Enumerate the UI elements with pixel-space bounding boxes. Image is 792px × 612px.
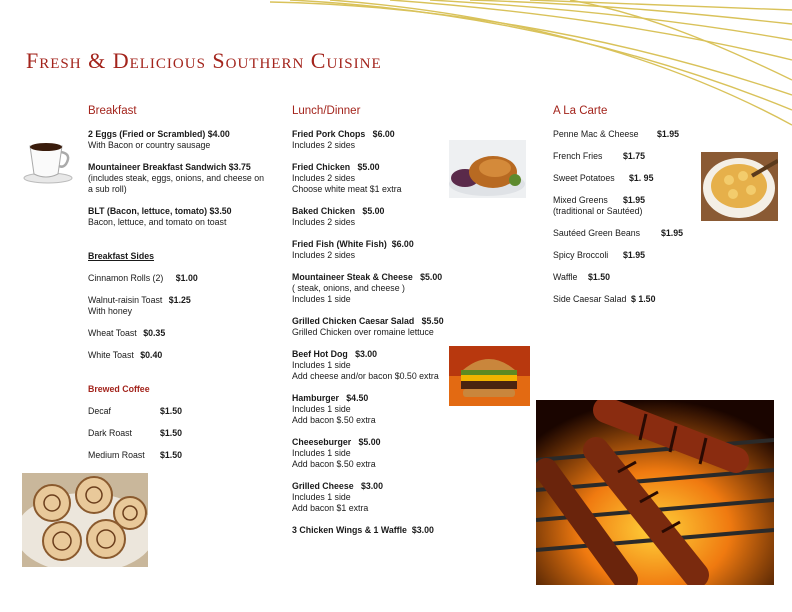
item-name: White Toast	[88, 350, 134, 360]
coffee-cup-icon	[22, 138, 74, 184]
item-name: Sweet Potatoes	[553, 173, 615, 183]
item-desc: Bacon, lettuce, and tomato on toast	[88, 217, 227, 227]
item-price: $1.95	[623, 250, 646, 260]
item-price: $1.95	[661, 228, 684, 238]
item-desc: Includes 1 side	[292, 404, 351, 414]
menu-item	[292, 393, 452, 426]
menu-item	[292, 349, 452, 382]
item-price: $5.00	[358, 437, 381, 447]
item-name: Cinnamon Rolls (2)	[88, 273, 164, 283]
breakfast-column	[88, 106, 274, 472]
item-desc: Includes 2 sides	[292, 250, 356, 260]
menu-item	[88, 162, 274, 195]
menu-item	[553, 272, 703, 283]
item-desc: Includes 1 side	[292, 448, 351, 458]
item-name: Side Caesar Salad	[553, 294, 627, 304]
breakfast-heading: Breakfast	[88, 105, 137, 117]
item-name: Medium Roast	[88, 450, 145, 460]
item-price: $3.00	[355, 349, 378, 359]
item-price: $1.00	[175, 273, 198, 283]
item-price: $5.50	[421, 316, 444, 326]
item-desc: Includes 1 side	[292, 360, 351, 370]
menu-item	[292, 525, 452, 536]
item-name: Spicy Broccoli	[553, 250, 609, 260]
menu-item	[292, 316, 452, 338]
item-desc: (includes steak, eggs, onions, and cheese on	[88, 173, 265, 183]
item-name: Baked Chicken	[292, 206, 356, 216]
menu-item	[88, 273, 274, 284]
item-name: Mountaineer Steak & Cheese	[292, 272, 413, 282]
menu-item	[88, 328, 274, 339]
item-desc: Grilled Chicken over romaine lettuce	[292, 327, 434, 337]
menu-item	[292, 162, 452, 195]
item-name: Waffle	[553, 272, 578, 282]
item-desc: Add bacon $.50 extra	[292, 415, 376, 425]
alacarte-column	[553, 106, 703, 316]
item-price: $1.25	[168, 295, 191, 305]
item-name: Grilled Chicken Caesar Salad	[292, 316, 415, 326]
item-price: $6.00	[372, 129, 395, 139]
lunch-heading: Lunch/Dinner	[292, 105, 361, 117]
item-price: $1.50	[588, 272, 611, 282]
item-name: 3 Chicken Wings & 1 Waffle	[292, 525, 407, 535]
menu-item	[88, 450, 274, 461]
lunch-column	[292, 106, 452, 547]
menu-item	[88, 406, 274, 417]
item-name: French Fries	[553, 151, 603, 161]
menu-item	[553, 250, 703, 261]
item-name: Fried Fish (White Fish)	[292, 239, 387, 249]
item-desc: With Bacon or country sausage	[88, 140, 211, 150]
item-name: Grilled Cheese	[292, 481, 354, 491]
page-title: Fresh & Delicious Southern Cuisine	[26, 48, 382, 73]
menu-item	[292, 206, 452, 228]
item-desc: Includes 1 side	[292, 294, 351, 304]
item-name: Dark Roast	[88, 428, 132, 438]
menu-item	[88, 350, 274, 361]
item-desc: Includes 2 sides	[292, 217, 356, 227]
item-name: Walnut-raisin Toast	[88, 295, 163, 305]
menu-item	[292, 272, 452, 305]
menu-item	[292, 481, 452, 514]
item-price: $3.00	[411, 525, 434, 535]
menu-item	[553, 173, 703, 184]
item-name: Mountaineer Breakfast Sandwich $3.75	[88, 162, 251, 172]
item-name: Decaf	[88, 406, 111, 416]
item-name: Beef Hot Dog	[292, 349, 348, 359]
item-price: $ 1.50	[631, 294, 656, 304]
item-name: Wheat Toast	[88, 328, 137, 338]
item-desc: Includes 2 sides	[292, 140, 356, 150]
alacarte-heading: A La Carte	[553, 105, 608, 117]
item-name: 2 Eggs (Fried or Scrambled) $4.00	[88, 129, 230, 139]
item-desc: Includes 2 sides	[292, 173, 356, 183]
item-price: $1.95	[623, 195, 646, 205]
item-name: Cheeseburger	[292, 437, 352, 447]
menu-item	[88, 428, 274, 439]
item-desc: Choose white meat $1 extra	[292, 184, 402, 194]
item-desc: (traditional or Sautéed)	[553, 206, 643, 216]
menu-item	[292, 129, 452, 151]
item-name: Mixed Greens	[553, 195, 608, 205]
hot-dogs-grill-photo	[536, 400, 774, 585]
item-name: Fried Pork Chops	[292, 129, 366, 139]
menu-item	[88, 206, 274, 228]
item-price: $1.50	[160, 450, 183, 460]
item-price: $1.50	[160, 428, 183, 438]
item-name: Fried Chicken	[292, 162, 351, 172]
menu-item	[553, 228, 703, 239]
item-name: BLT (Bacon, lettuce, tomato) $3.50	[88, 206, 232, 216]
item-price: $5.00	[357, 162, 380, 172]
item-desc: With honey	[88, 306, 133, 316]
item-desc: Includes 1 side	[292, 492, 351, 502]
menu-item	[292, 239, 452, 261]
menu-item	[88, 295, 274, 317]
menu-item	[553, 151, 703, 162]
mac-and-cheese-photo	[701, 152, 778, 221]
menu-item	[88, 129, 274, 151]
menu-item	[553, 195, 703, 217]
item-desc: Add bacon $1 extra	[292, 503, 369, 513]
item-name: Sautéed Green Beans	[553, 228, 641, 238]
item-price: $0.40	[140, 350, 163, 360]
item-price: $1.75	[623, 151, 646, 161]
item-desc: a sub roll)	[88, 184, 127, 194]
item-name: Hamburger	[292, 393, 339, 403]
item-desc: ( steak, onions, and cheese )	[292, 283, 405, 293]
item-price: $6.00	[391, 239, 414, 249]
item-price: $3.00	[360, 481, 383, 491]
burger-photo	[449, 346, 530, 406]
item-price: $5.00	[420, 272, 443, 282]
item-desc: Add cheese and/or bacon $0.50 extra	[292, 371, 439, 381]
item-desc: Add bacon $.50 extra	[292, 459, 376, 469]
item-name: Penne Mac & Cheese	[553, 129, 639, 139]
item-price: $1.50	[160, 406, 183, 416]
menu-item	[292, 437, 452, 470]
item-price: $4.50	[346, 393, 369, 403]
item-price: $0.35	[143, 328, 166, 338]
item-price: $1. 95	[629, 173, 654, 183]
cinnamon-rolls-photo	[22, 473, 148, 567]
menu-item	[553, 129, 703, 140]
breakfast-sides-heading: Breakfast Sides	[88, 251, 155, 261]
brewed-coffee-heading: Brewed Coffee	[88, 384, 150, 394]
menu-item	[553, 294, 703, 305]
item-price: $5.00	[362, 206, 385, 216]
fried-chicken-photo	[449, 140, 526, 198]
item-price: $1.95	[657, 129, 680, 139]
